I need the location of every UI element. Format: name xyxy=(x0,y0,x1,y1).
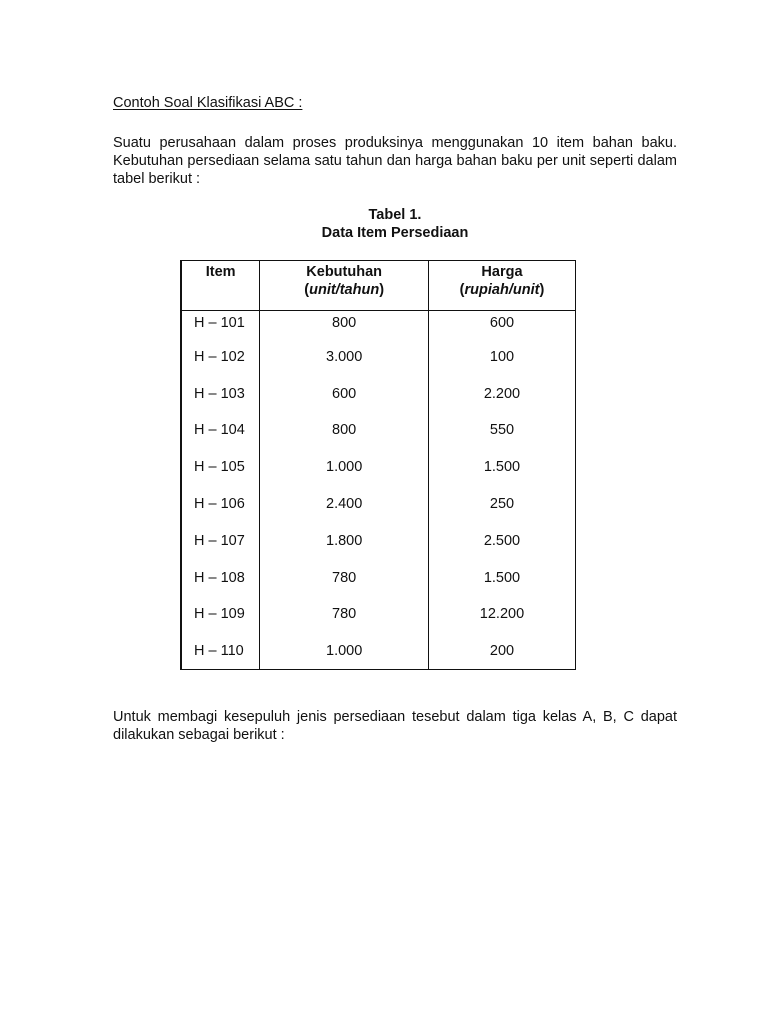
header-kebutuhan-label: Kebutuhan xyxy=(306,264,382,280)
cell-kebutuhan: 780 xyxy=(260,569,429,606)
cell-kebutuhan: 800 xyxy=(260,421,429,458)
header-item xyxy=(181,261,260,311)
cell-kebutuhan: 3.000 xyxy=(260,348,429,385)
cell-harga: 2.200 xyxy=(428,385,575,422)
table-row xyxy=(181,495,576,532)
table-row xyxy=(181,532,576,569)
cell-item: H – 101 xyxy=(181,311,260,348)
cell-item: H – 107 xyxy=(181,532,260,569)
cell-harga: 2.500 xyxy=(428,532,575,569)
header-harga-unit-text: rupiah/unit xyxy=(464,282,540,298)
cell-item: H – 102 xyxy=(181,348,260,385)
cell-kebutuhan: 1.800 xyxy=(260,532,429,569)
cell-kebutuhan: 2.400 xyxy=(260,495,429,532)
cell-item: H – 106 xyxy=(181,495,260,532)
table-row xyxy=(181,642,576,670)
table-row xyxy=(181,458,576,495)
table-row xyxy=(181,605,576,642)
cell-item: H – 103 xyxy=(181,385,260,422)
header-kebutuhan-unit: (unit/tahun) xyxy=(304,282,385,298)
cell-harga: 200 xyxy=(428,642,575,670)
cell-kebutuhan: 1.000 xyxy=(260,458,429,495)
cell-harga: 12.200 xyxy=(428,605,575,642)
cell-kebutuhan: 800 xyxy=(260,311,429,348)
table-row xyxy=(181,311,576,348)
table-row xyxy=(181,421,576,458)
table-row xyxy=(181,569,576,606)
outro-paragraph: Untuk membagi kesepuluh jenis persediaan tesebut dalam tiga kelas A, B, C dapat dilakukan sebagai berikut : xyxy=(113,709,677,743)
table-header-row xyxy=(181,261,576,311)
header-harga-label: Harga xyxy=(481,264,523,280)
cell-item: H – 104 xyxy=(181,421,260,458)
table-row xyxy=(181,385,576,422)
cell-item: H – 110 xyxy=(181,642,260,670)
cell-kebutuhan: 780 xyxy=(260,605,429,642)
table-caption-title: Data Item Persediaan xyxy=(321,225,469,241)
cell-kebutuhan: 600 xyxy=(260,385,429,422)
cell-harga: 250 xyxy=(428,495,575,532)
cell-harga: 600 xyxy=(428,311,575,348)
cell-harga: 1.500 xyxy=(428,569,575,606)
table-caption-number: Tabel 1. xyxy=(368,207,422,223)
cell-harga: 100 xyxy=(428,348,575,385)
header-kebutuhan-unit-text: unit/tahun xyxy=(309,282,380,298)
inventory-table xyxy=(180,260,576,670)
header-kebutuhan xyxy=(260,261,429,311)
cell-item: H – 108 xyxy=(181,569,260,606)
table-row xyxy=(181,348,576,385)
intro-paragraph: Suatu perusahaan dalam proses produksinya menggunakan 10 item bahan baku. Kebutuhan persediaan selama satu tahun dan harga bahan baku per unit seperti dalam tabel berikut : xyxy=(113,135,677,187)
header-harga xyxy=(428,261,575,311)
cell-item: H – 109 xyxy=(181,605,260,642)
heading: Contoh Soal Klasifikasi ABC : xyxy=(113,95,303,111)
header-harga-unit: (rupiah/unit) xyxy=(459,282,545,298)
header-item-label: Item xyxy=(205,264,236,280)
cell-harga: 1.500 xyxy=(428,458,575,495)
cell-kebutuhan: 1.000 xyxy=(260,642,429,670)
cell-item: H – 105 xyxy=(181,458,260,495)
cell-harga: 550 xyxy=(428,421,575,458)
